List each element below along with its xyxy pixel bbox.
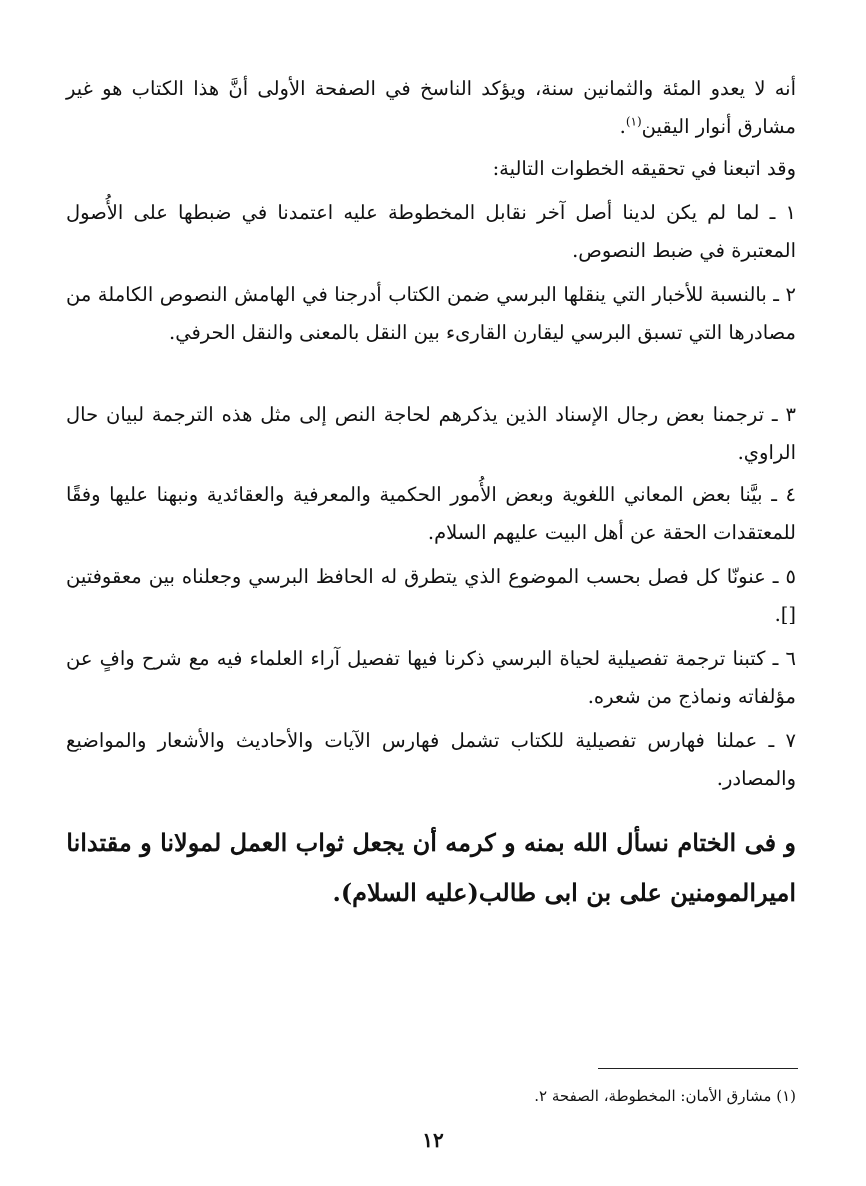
intro-paragraph bbox=[66, 70, 796, 146]
step-4-paragraph: ٤ ـ بيَّنا بعض المعاني اللغوية وبعض الأُمور الحكمية والمعرفية والعقائدية ونبهنا عليها وفقًا للمعتقدات الحقة عن أهل البيت عليهم السلام. bbox=[66, 483, 796, 544]
step-7-paragraph: ٧ ـ عملنا فهارس تفصيلية للكتاب تشمل فهارس الآيات والأحاديث والأشعار والمواضيع والمصادر. bbox=[66, 729, 796, 790]
step-2-paragraph: ٢ ـ بالنسبة للأخبار التي ينقلها البرسي ضمن الكتاب أدرجنا في الهامش النصوص الكاملة من مصادرها التي تسبق البرسي ليقارن القارىء بين النقل بالمعنى والنقل الحرفي. bbox=[66, 283, 796, 344]
step-3-paragraph: ٣ ـ ترجمنا بعض رجال الإسناد الذين يذكرهم لحاجة النص إلى مثل هذه الترجمة لبيان حال الراوي. bbox=[66, 403, 796, 464]
step-1-paragraph: ١ ـ لما لم يكن لدينا أصل آخر نقابل المخطوطة عليه اعتمدنا في ضبطها على الأُصول المعتبرة في ضبط النصوص. bbox=[66, 201, 796, 262]
intro-tail: . bbox=[619, 115, 626, 138]
footnote-reference: (١) bbox=[625, 114, 642, 129]
footnote: (١) مشارق الأمان: المخطوطة، الصفحة ٢. bbox=[534, 1087, 796, 1105]
page-number: ١٢ bbox=[422, 1128, 444, 1152]
intro-text: أنه لا يعدو المئة والثمانين سنة، ويؤكد الناسخ في الصفحة الأولى أنَّ هذا الكتاب هو غير مشارق أنوار اليقين bbox=[66, 77, 796, 138]
steps-intro-paragraph: وقد اتبعنا في تحقيقه الخطوات التالية: bbox=[492, 157, 796, 180]
closing-paragraph: و فى الختام نسأل الله بمنه و كرمه أن يجعل ثواب العمل لمولانا و مقتدانا اميرالمومنين على بن ابى طالب(عليه السلام). bbox=[66, 828, 796, 907]
step-6-paragraph: ٦ ـ كتبنا ترجمة تفصيلية لحياة البرسي ذكرنا فيها تفصيل آراء العلماء فيه مع شرح وافٍ عن مؤلفاته ونماذج من شعره. bbox=[66, 647, 796, 708]
step-5-paragraph: ٥ ـ عنونّا كل فصل بحسب الموضوع الذي يتطرق له الحافظ البرسي وجعلناه بين معقوفتين []. bbox=[66, 565, 796, 626]
footnote-divider bbox=[598, 1068, 798, 1069]
